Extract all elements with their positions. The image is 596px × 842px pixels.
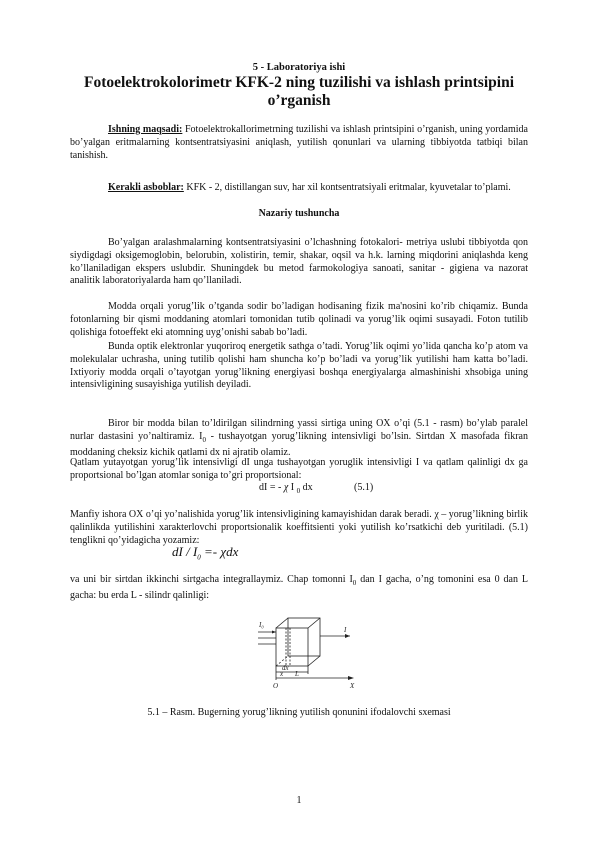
label-x: X bbox=[350, 682, 355, 690]
figure-caption: 5.1 – Rasm. Bugerning yorug’likning yutilish qonunini ifodalovchi sxemasi bbox=[147, 707, 451, 718]
slab-back-face bbox=[288, 618, 320, 656]
p4-sub: 0 bbox=[202, 435, 206, 444]
theory-paragraph-4 bbox=[70, 418, 528, 459]
label-dx: dx bbox=[282, 664, 289, 672]
p7-text-b: dan I gacha, o’ng tomonini esa 0 dan L gacha: bu erda L - silindr qalinligi: bbox=[70, 574, 528, 601]
goal-text: Fotoelektrokallorimetrning tuzilishi va ishlash printsipini o’rganish, uning yordamida bo’yalgan eritmalarning kontsentratsiyasini aniqlash, yutilish qonunlari va ularning tibbiyotda tatbiqi bilan tanishish. bbox=[70, 124, 528, 161]
tools-label: Kerakli asboblar: bbox=[108, 182, 184, 193]
lab-number: 5 - Laboratoriya ishi bbox=[252, 62, 346, 73]
tools-text: KFK - 2, distillangan suv, har xil kontsentratsiyali eritmalar, kyuvetalar to’plami. bbox=[183, 182, 511, 193]
formula-5-1-label: (5.1) bbox=[354, 482, 374, 493]
tools-paragraph bbox=[70, 182, 528, 195]
label-i0: I₀ bbox=[259, 621, 264, 629]
theory-paragraph-3: Bunda optik elektronlar yuqoriroq energetik sathga o’tadi. Yorug’lik oqimi yo’lida qancha ko’p atom va molekulalar uchrasha, uning tutilib qolishi ham shuncha ko’p bo’ladi va yorug’lik yutilishi ham katta bo’ladi. Ixtiyoriy modda orqali o’tayotgan yorug’likning energiyasi boshqa energiyalarga almashinishi xhsobiga uning intensivligining susayishiga yutilish deyiladi. bbox=[70, 341, 528, 391]
formula1-sub: 0 bbox=[296, 487, 301, 495]
theory-paragraph-5: Qatlam yutayotgan yorug’lik intensivligi dI unga tushayotgan yoruglik intensivligi I va qatlam qalinligi dx ga proportsional bo’lgan atomlar soniga to’gri proportsional: bbox=[70, 457, 528, 481]
formula1-left: dI = - bbox=[259, 482, 284, 493]
formula-2 bbox=[172, 544, 238, 562]
p7-sub: 0 bbox=[352, 579, 357, 587]
formula2-sub: 0 bbox=[197, 553, 201, 562]
formula2-rhs: =- χdx bbox=[200, 544, 239, 559]
page-title: Fotoelektrokolorimetr KFK-2 ning tuzilishi va ishlash printsipini o’rganish bbox=[83, 74, 515, 109]
formula-5-1 bbox=[259, 482, 313, 495]
label-i: I bbox=[344, 626, 347, 634]
p4-text-b: - tushayotgan yorug’likning intensivligi bo’lsin. Sirtdan X masofada fikran moddaning cheksiz kichik qatlami dx ni ajratib olamiz. bbox=[70, 430, 528, 458]
goal-label: Ishning maqsadi: bbox=[108, 124, 183, 135]
formula1-right: I bbox=[288, 482, 297, 493]
theory-paragraph-7 bbox=[70, 574, 528, 603]
p4-text-a: Biror bir modda bilan to’ldirilgan silindrning yassi sirtiga uning OX o’qi (5.1 - rasm) bo’ylab paralel nurlar dastasini yo’naltiramiz. I bbox=[70, 418, 528, 442]
p7-text-a: va uni bir sirtdan ikkinchi sirtgacha integrallaymiz. Chap tomonni I bbox=[70, 574, 353, 585]
label-x-small: x bbox=[280, 670, 284, 678]
section-title: Nazariy tushuncha bbox=[258, 208, 340, 219]
theory-paragraph-2: Modda orqali yorug’lik o’tganda sodir bo’ladigan hodisaning fizik ma'nosini ko’rib chiqamiz. Bunda fotonlarning bir qismi moddaning atomlari tomonidan tutib qolinadi va yorug’lik oqimi susayadi. Foton tutilib qolishiga fotoeffekt eki atomning uyg’onishi sabab bo’ladi. bbox=[70, 301, 528, 338]
page-number: 1 bbox=[296, 795, 302, 806]
formula1-tail: dx bbox=[300, 482, 313, 493]
theory-paragraph-6: Manfiy ishora OX o’qi yo’nalishida yorug’lik intensivligining kamayishidan darak beradi. χ – yorug’likning birlik qalinlikda yutilishini xarakterlovchi proportsionalik koeffitsienti yoki yutilish ko’rsatkichi deb yuritiladi. (5.1) tenglikni qo’yidagicha yozamiz: bbox=[70, 509, 528, 546]
bouguer-law-figure bbox=[258, 608, 366, 690]
formula2-text: dI / I bbox=[172, 544, 198, 559]
goal-paragraph bbox=[70, 124, 528, 162]
slab-front-face bbox=[276, 628, 308, 666]
theory-paragraph-1: Bo’yalgan aralashmalarning kontsentratsiyasini o’lchashning fotokalori- metriya uslubi tibbiyotda qon siydigdagi oksigemoglobin, belorubin, xolistirin, temir, shakar, oqsil va h.k. larning miqdorini aniqlashda keng ko’llaniladigan ekspers uslubdir. Shuningdek bu metod farmokologiya sanoati, sanitar - gigiena va nazorat analitik laboratoriyalarda ham qo’llaniladi. bbox=[70, 237, 528, 287]
formula1-chi: χ bbox=[283, 482, 289, 493]
label-l: L bbox=[295, 670, 299, 678]
label-o: O bbox=[273, 682, 279, 690]
